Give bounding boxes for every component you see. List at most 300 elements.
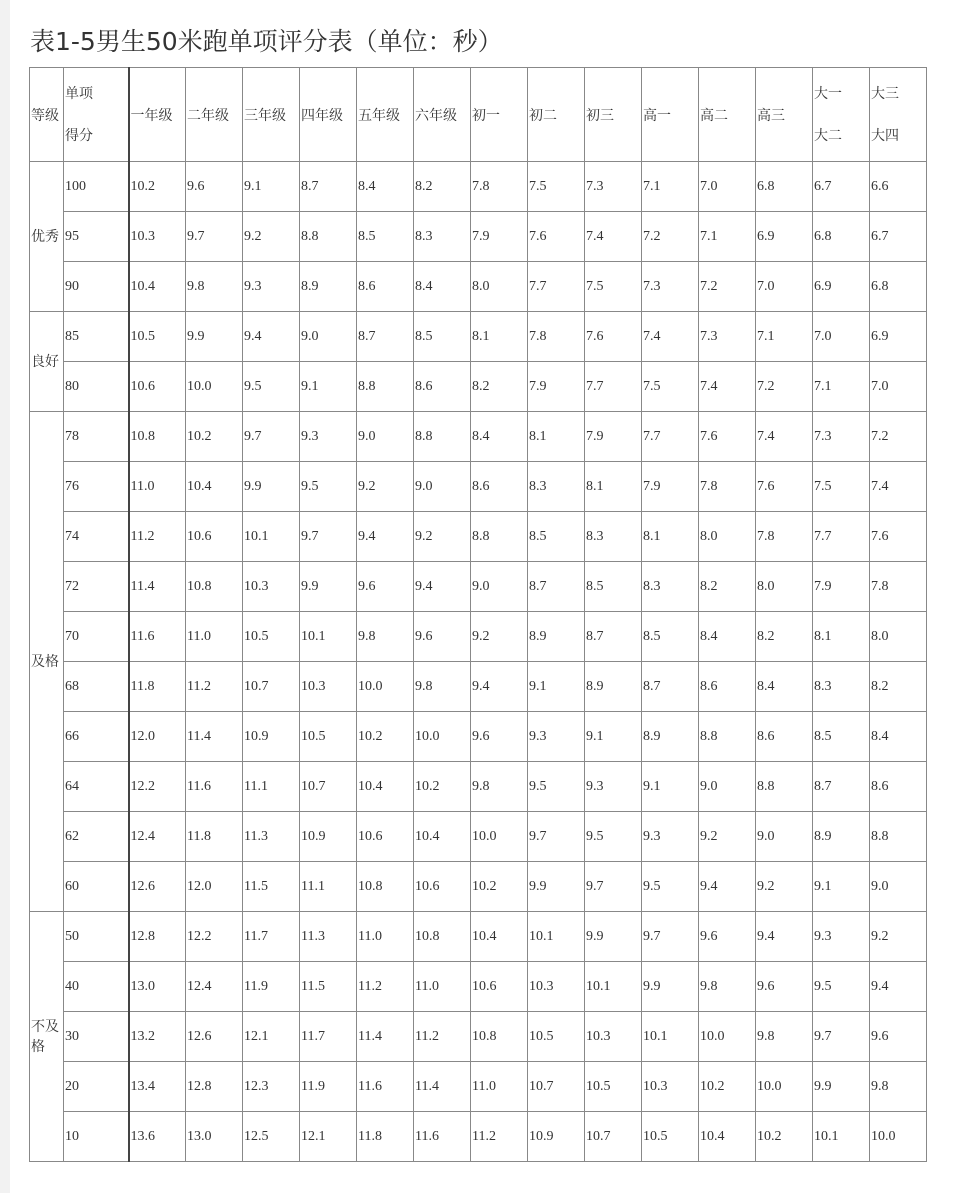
- value-cell: 9.5: [300, 462, 357, 512]
- value-cell: 7.1: [813, 362, 870, 412]
- value-cell: 9.2: [756, 862, 813, 912]
- value-cell: 13.6: [129, 1112, 186, 1162]
- grade-cell: [30, 412, 64, 912]
- value-cell: 8.1: [528, 412, 585, 462]
- value-cell: 11.5: [300, 962, 357, 1012]
- value-cell: 11.5: [243, 862, 300, 912]
- value-cell: 8.0: [756, 562, 813, 612]
- value-cell: 8.7: [585, 612, 642, 662]
- value-cell: 7.9: [642, 462, 699, 512]
- value-cell: 10.6: [414, 862, 471, 912]
- score-cell: 80: [64, 362, 129, 412]
- value-cell: 7.8: [471, 162, 528, 212]
- value-cell: 8.9: [585, 662, 642, 712]
- value-cell: 10.9: [243, 712, 300, 762]
- value-cell: 10.4: [129, 262, 186, 312]
- value-cell: 7.2: [699, 262, 756, 312]
- value-cell: 7.9: [471, 212, 528, 262]
- value-cell: 8.1: [471, 312, 528, 362]
- value-cell: 9.5: [642, 862, 699, 912]
- table-row: [30, 912, 927, 962]
- value-cell: 8.9: [300, 262, 357, 312]
- score-cell: 64: [64, 762, 129, 812]
- value-cell: 11.6: [129, 612, 186, 662]
- score-cell: 72: [64, 562, 129, 612]
- value-cell: 7.2: [642, 212, 699, 262]
- score-cell: 50: [64, 912, 129, 962]
- value-cell: 8.2: [471, 362, 528, 412]
- value-cell: 7.7: [642, 412, 699, 462]
- table-row: [30, 662, 927, 712]
- value-cell: 11.4: [414, 1062, 471, 1112]
- grade-label: 优秀: [31, 228, 59, 245]
- score-cell: 10: [64, 1112, 129, 1162]
- value-cell: 12.2: [186, 912, 243, 962]
- value-cell: 7.4: [642, 312, 699, 362]
- value-cell: 10.3: [129, 212, 186, 262]
- value-cell: 9.4: [243, 312, 300, 362]
- value-cell: 10.0: [756, 1062, 813, 1112]
- value-cell: 9.2: [414, 512, 471, 562]
- value-cell: 11.8: [186, 812, 243, 862]
- value-cell: 11.1: [243, 762, 300, 812]
- value-cell: 10.8: [186, 562, 243, 612]
- value-cell: 8.3: [414, 212, 471, 262]
- value-cell: 8.1: [642, 512, 699, 562]
- value-cell: 7.7: [585, 362, 642, 412]
- value-cell: 10.0: [870, 1112, 927, 1162]
- value-cell: 6.9: [813, 262, 870, 312]
- value-cell: 8.4: [414, 262, 471, 312]
- value-cell: 9.7: [585, 862, 642, 912]
- header-level: 初二: [528, 68, 585, 162]
- value-cell: 7.6: [699, 412, 756, 462]
- value-cell: 10.2: [357, 712, 414, 762]
- value-cell: 12.3: [243, 1062, 300, 1112]
- value-cell: 11.7: [243, 912, 300, 962]
- table-row: [30, 1062, 927, 1112]
- value-cell: 9.3: [243, 262, 300, 312]
- value-cell: 10.8: [471, 1012, 528, 1062]
- value-cell: 8.9: [813, 812, 870, 862]
- value-cell: 7.0: [756, 262, 813, 312]
- table-body: [30, 68, 927, 1162]
- score-cell: 70: [64, 612, 129, 662]
- value-cell: 11.0: [186, 612, 243, 662]
- value-cell: 8.8: [357, 362, 414, 412]
- value-cell: 12.0: [186, 862, 243, 912]
- value-cell: 9.7: [813, 1012, 870, 1062]
- value-cell: 8.6: [357, 262, 414, 312]
- header-level: 二年级: [186, 68, 243, 162]
- value-cell: 10.2: [756, 1112, 813, 1162]
- value-cell: 9.8: [414, 662, 471, 712]
- header-level: 高一: [642, 68, 699, 162]
- value-cell: 10.8: [129, 412, 186, 462]
- table-row: [30, 512, 927, 562]
- score-cell: 62: [64, 812, 129, 862]
- value-cell: 6.6: [870, 162, 927, 212]
- value-cell: 10.2: [414, 762, 471, 812]
- table-row: [30, 1012, 927, 1062]
- value-cell: 9.6: [699, 912, 756, 962]
- header-level: 五年级: [357, 68, 414, 162]
- score-cell: 66: [64, 712, 129, 762]
- value-cell: 7.0: [699, 162, 756, 212]
- value-cell: 9.9: [300, 562, 357, 612]
- value-cell: 9.4: [414, 562, 471, 612]
- value-cell: 6.9: [870, 312, 927, 362]
- value-cell: 8.4: [471, 412, 528, 462]
- value-cell: 13.0: [186, 1112, 243, 1162]
- header-level: 初一: [471, 68, 528, 162]
- value-cell: 8.5: [585, 562, 642, 612]
- value-cell: 11.9: [300, 1062, 357, 1112]
- value-cell: 8.4: [756, 662, 813, 712]
- header-uni1-line1: 大一: [814, 85, 842, 102]
- value-cell: 8.6: [756, 712, 813, 762]
- value-cell: 9.6: [414, 612, 471, 662]
- value-cell: 9.6: [357, 562, 414, 612]
- value-cell: 12.1: [300, 1112, 357, 1162]
- value-cell: 12.8: [129, 912, 186, 962]
- value-cell: 10.5: [300, 712, 357, 762]
- value-cell: 7.2: [756, 362, 813, 412]
- value-cell: 9.1: [243, 162, 300, 212]
- value-cell: 12.8: [186, 1062, 243, 1112]
- header-grade: 等级: [30, 68, 64, 162]
- value-cell: 9.2: [870, 912, 927, 962]
- value-cell: 7.6: [528, 212, 585, 262]
- value-cell: 9.6: [471, 712, 528, 762]
- value-cell: 11.0: [414, 962, 471, 1012]
- value-cell: 10.0: [186, 362, 243, 412]
- score-cell: 20: [64, 1062, 129, 1112]
- value-cell: 8.4: [870, 712, 927, 762]
- header-level-uni-2: [870, 68, 927, 162]
- value-cell: 11.8: [129, 662, 186, 712]
- value-cell: 12.4: [186, 962, 243, 1012]
- value-cell: 10.6: [129, 362, 186, 412]
- value-cell: 7.6: [756, 462, 813, 512]
- value-cell: 9.3: [585, 762, 642, 812]
- value-cell: 10.2: [471, 862, 528, 912]
- value-cell: 8.1: [585, 462, 642, 512]
- value-cell: 13.0: [129, 962, 186, 1012]
- value-cell: 8.3: [642, 562, 699, 612]
- grade-cell: [30, 162, 64, 312]
- value-cell: 11.4: [186, 712, 243, 762]
- header-score-line2: 得分: [65, 127, 93, 144]
- value-cell: 10.7: [300, 762, 357, 812]
- value-cell: 8.4: [357, 162, 414, 212]
- value-cell: 8.5: [528, 512, 585, 562]
- value-cell: 8.5: [357, 212, 414, 262]
- value-cell: 7.4: [870, 462, 927, 512]
- value-cell: 8.3: [528, 462, 585, 512]
- value-cell: 11.0: [471, 1062, 528, 1112]
- value-cell: 10.4: [414, 812, 471, 862]
- value-cell: 7.9: [585, 412, 642, 462]
- value-cell: 10.6: [357, 812, 414, 862]
- value-cell: 12.0: [129, 712, 186, 762]
- value-cell: 9.7: [243, 412, 300, 462]
- value-cell: 9.8: [699, 962, 756, 1012]
- value-cell: 11.1: [300, 862, 357, 912]
- value-cell: 6.7: [813, 162, 870, 212]
- grade-cell: [30, 312, 64, 412]
- value-cell: 9.4: [471, 662, 528, 712]
- value-cell: 6.7: [870, 212, 927, 262]
- value-cell: 10.5: [243, 612, 300, 662]
- value-cell: 7.4: [585, 212, 642, 262]
- value-cell: 7.8: [870, 562, 927, 612]
- value-cell: 9.0: [357, 412, 414, 462]
- value-cell: 7.6: [585, 312, 642, 362]
- value-cell: 8.8: [471, 512, 528, 562]
- value-cell: 10.0: [414, 712, 471, 762]
- value-cell: 8.9: [642, 712, 699, 762]
- score-cell: 90: [64, 262, 129, 312]
- value-cell: 10.7: [585, 1112, 642, 1162]
- value-cell: 9.5: [813, 962, 870, 1012]
- value-cell: 10.4: [186, 462, 243, 512]
- value-cell: 13.4: [129, 1062, 186, 1112]
- score-cell: 95: [64, 212, 129, 262]
- table-row: [30, 812, 927, 862]
- table-row: [30, 962, 927, 1012]
- value-cell: 8.8: [300, 212, 357, 262]
- value-cell: 9.8: [870, 1062, 927, 1112]
- value-cell: 10.5: [585, 1062, 642, 1112]
- value-cell: 9.2: [243, 212, 300, 262]
- value-cell: 9.7: [528, 812, 585, 862]
- value-cell: 9.9: [243, 462, 300, 512]
- value-cell: 6.8: [870, 262, 927, 312]
- header-level: 高二: [699, 68, 756, 162]
- value-cell: 9.0: [699, 762, 756, 812]
- value-cell: 10.1: [585, 962, 642, 1012]
- table-row: [30, 412, 927, 462]
- value-cell: 9.0: [300, 312, 357, 362]
- value-cell: 6.9: [756, 212, 813, 262]
- value-cell: 9.3: [642, 812, 699, 862]
- value-cell: 8.6: [471, 462, 528, 512]
- value-cell: 11.2: [357, 962, 414, 1012]
- score-cell: 76: [64, 462, 129, 512]
- table-row: [30, 762, 927, 812]
- value-cell: 9.3: [813, 912, 870, 962]
- left-margin-stripe: [0, 0, 10, 1193]
- value-cell: 9.4: [699, 862, 756, 912]
- table-row: [30, 462, 927, 512]
- value-cell: 8.5: [414, 312, 471, 362]
- value-cell: 10.1: [300, 612, 357, 662]
- table-row: [30, 712, 927, 762]
- value-cell: 8.7: [300, 162, 357, 212]
- value-cell: 10.1: [243, 512, 300, 562]
- value-cell: 10.4: [357, 762, 414, 812]
- value-cell: 9.9: [186, 312, 243, 362]
- value-cell: 11.6: [414, 1112, 471, 1162]
- value-cell: 8.6: [870, 762, 927, 812]
- value-cell: 8.8: [414, 412, 471, 462]
- value-cell: 9.9: [642, 962, 699, 1012]
- value-cell: 7.8: [528, 312, 585, 362]
- value-cell: 10.8: [357, 862, 414, 912]
- header-level: 一年级: [129, 68, 186, 162]
- value-cell: 8.7: [813, 762, 870, 812]
- value-cell: 10.7: [528, 1062, 585, 1112]
- value-cell: 9.0: [414, 462, 471, 512]
- value-cell: 7.9: [813, 562, 870, 612]
- value-cell: 11.2: [414, 1012, 471, 1062]
- value-cell: 10.3: [585, 1012, 642, 1062]
- value-cell: 9.6: [186, 162, 243, 212]
- value-cell: 8.2: [870, 662, 927, 712]
- value-cell: 9.6: [756, 962, 813, 1012]
- value-cell: 11.3: [300, 912, 357, 962]
- value-cell: 9.8: [471, 762, 528, 812]
- value-cell: 11.7: [300, 1012, 357, 1062]
- value-cell: 11.2: [129, 512, 186, 562]
- value-cell: 8.3: [585, 512, 642, 562]
- header-level: 四年级: [300, 68, 357, 162]
- value-cell: 9.3: [528, 712, 585, 762]
- value-cell: 9.9: [813, 1062, 870, 1112]
- value-cell: 8.0: [870, 612, 927, 662]
- value-cell: 7.0: [813, 312, 870, 362]
- value-cell: 7.8: [756, 512, 813, 562]
- header-uni1-line2: 大二: [814, 127, 842, 144]
- value-cell: 12.6: [186, 1012, 243, 1062]
- value-cell: 7.7: [813, 512, 870, 562]
- value-cell: 10.3: [243, 562, 300, 612]
- value-cell: 7.9: [528, 362, 585, 412]
- table-row: [30, 312, 927, 362]
- value-cell: 7.3: [699, 312, 756, 362]
- header-level-uni-1: [813, 68, 870, 162]
- value-cell: 11.2: [471, 1112, 528, 1162]
- value-cell: 9.9: [585, 912, 642, 962]
- value-cell: 12.5: [243, 1112, 300, 1162]
- value-cell: 9.1: [528, 662, 585, 712]
- value-cell: 12.1: [243, 1012, 300, 1062]
- score-cell: 60: [64, 862, 129, 912]
- value-cell: 10.1: [528, 912, 585, 962]
- value-cell: 10.1: [642, 1012, 699, 1062]
- value-cell: 7.5: [813, 462, 870, 512]
- value-cell: 8.6: [414, 362, 471, 412]
- header-score-line1: 单项: [65, 85, 93, 102]
- value-cell: 7.1: [756, 312, 813, 362]
- table-row: [30, 1112, 927, 1162]
- value-cell: 9.1: [585, 712, 642, 762]
- header-level: 初三: [585, 68, 642, 162]
- value-cell: 6.8: [813, 212, 870, 262]
- value-cell: 10.9: [528, 1112, 585, 1162]
- value-cell: 10.8: [414, 912, 471, 962]
- page-title: 表1-5男生50米跑单项评分表（单位：秒）: [30, 27, 503, 56]
- value-cell: 12.4: [129, 812, 186, 862]
- value-cell: 9.4: [756, 912, 813, 962]
- score-cell: 30: [64, 1012, 129, 1062]
- value-cell: 7.3: [813, 412, 870, 462]
- table-row: [30, 362, 927, 412]
- value-cell: 8.7: [642, 662, 699, 712]
- value-cell: 9.8: [756, 1012, 813, 1062]
- value-cell: 10.3: [528, 962, 585, 1012]
- grade-cell: [30, 912, 64, 1162]
- value-cell: 9.5: [528, 762, 585, 812]
- header-uni2-line2: 大四: [871, 127, 899, 144]
- grade-label: 良好: [31, 353, 59, 370]
- value-cell: 11.4: [129, 562, 186, 612]
- value-cell: 9.2: [471, 612, 528, 662]
- value-cell: 9.1: [642, 762, 699, 812]
- value-cell: 9.1: [813, 862, 870, 912]
- value-cell: 11.0: [129, 462, 186, 512]
- value-cell: 11.6: [186, 762, 243, 812]
- value-cell: 12.2: [129, 762, 186, 812]
- value-cell: 10.5: [129, 312, 186, 362]
- table-row: [30, 862, 927, 912]
- value-cell: 9.6: [870, 1012, 927, 1062]
- value-cell: 7.4: [756, 412, 813, 462]
- value-cell: 11.0: [357, 912, 414, 962]
- value-cell: 10.0: [471, 812, 528, 862]
- header-row: [30, 68, 927, 162]
- value-cell: 8.9: [528, 612, 585, 662]
- value-cell: 10.0: [699, 1012, 756, 1062]
- value-cell: 8.4: [699, 612, 756, 662]
- grade-label: 不及格: [31, 1018, 59, 1055]
- value-cell: 8.2: [414, 162, 471, 212]
- value-cell: 7.5: [585, 262, 642, 312]
- value-cell: 8.1: [813, 612, 870, 662]
- value-cell: 10.1: [813, 1112, 870, 1162]
- score-cell: 68: [64, 662, 129, 712]
- score-cell: 74: [64, 512, 129, 562]
- value-cell: 7.5: [528, 162, 585, 212]
- value-cell: 11.9: [243, 962, 300, 1012]
- value-cell: 11.6: [357, 1062, 414, 1112]
- value-cell: 9.1: [300, 362, 357, 412]
- value-cell: 8.8: [699, 712, 756, 762]
- value-cell: 7.8: [699, 462, 756, 512]
- value-cell: 7.1: [642, 162, 699, 212]
- value-cell: 10.7: [243, 662, 300, 712]
- value-cell: 9.7: [186, 212, 243, 262]
- value-cell: 12.6: [129, 862, 186, 912]
- value-cell: 10.2: [186, 412, 243, 462]
- value-cell: 9.4: [357, 512, 414, 562]
- header-score: [64, 68, 129, 162]
- value-cell: 13.2: [129, 1012, 186, 1062]
- table-row: [30, 612, 927, 662]
- value-cell: 10.2: [699, 1062, 756, 1112]
- score-cell: 100: [64, 162, 129, 212]
- header-level: 高三: [756, 68, 813, 162]
- value-cell: 7.3: [585, 162, 642, 212]
- value-cell: 8.2: [699, 562, 756, 612]
- value-cell: 7.7: [528, 262, 585, 312]
- value-cell: 8.5: [642, 612, 699, 662]
- value-cell: 9.8: [186, 262, 243, 312]
- value-cell: 11.2: [186, 662, 243, 712]
- header-uni2-line1: 大三: [871, 85, 899, 102]
- value-cell: 11.3: [243, 812, 300, 862]
